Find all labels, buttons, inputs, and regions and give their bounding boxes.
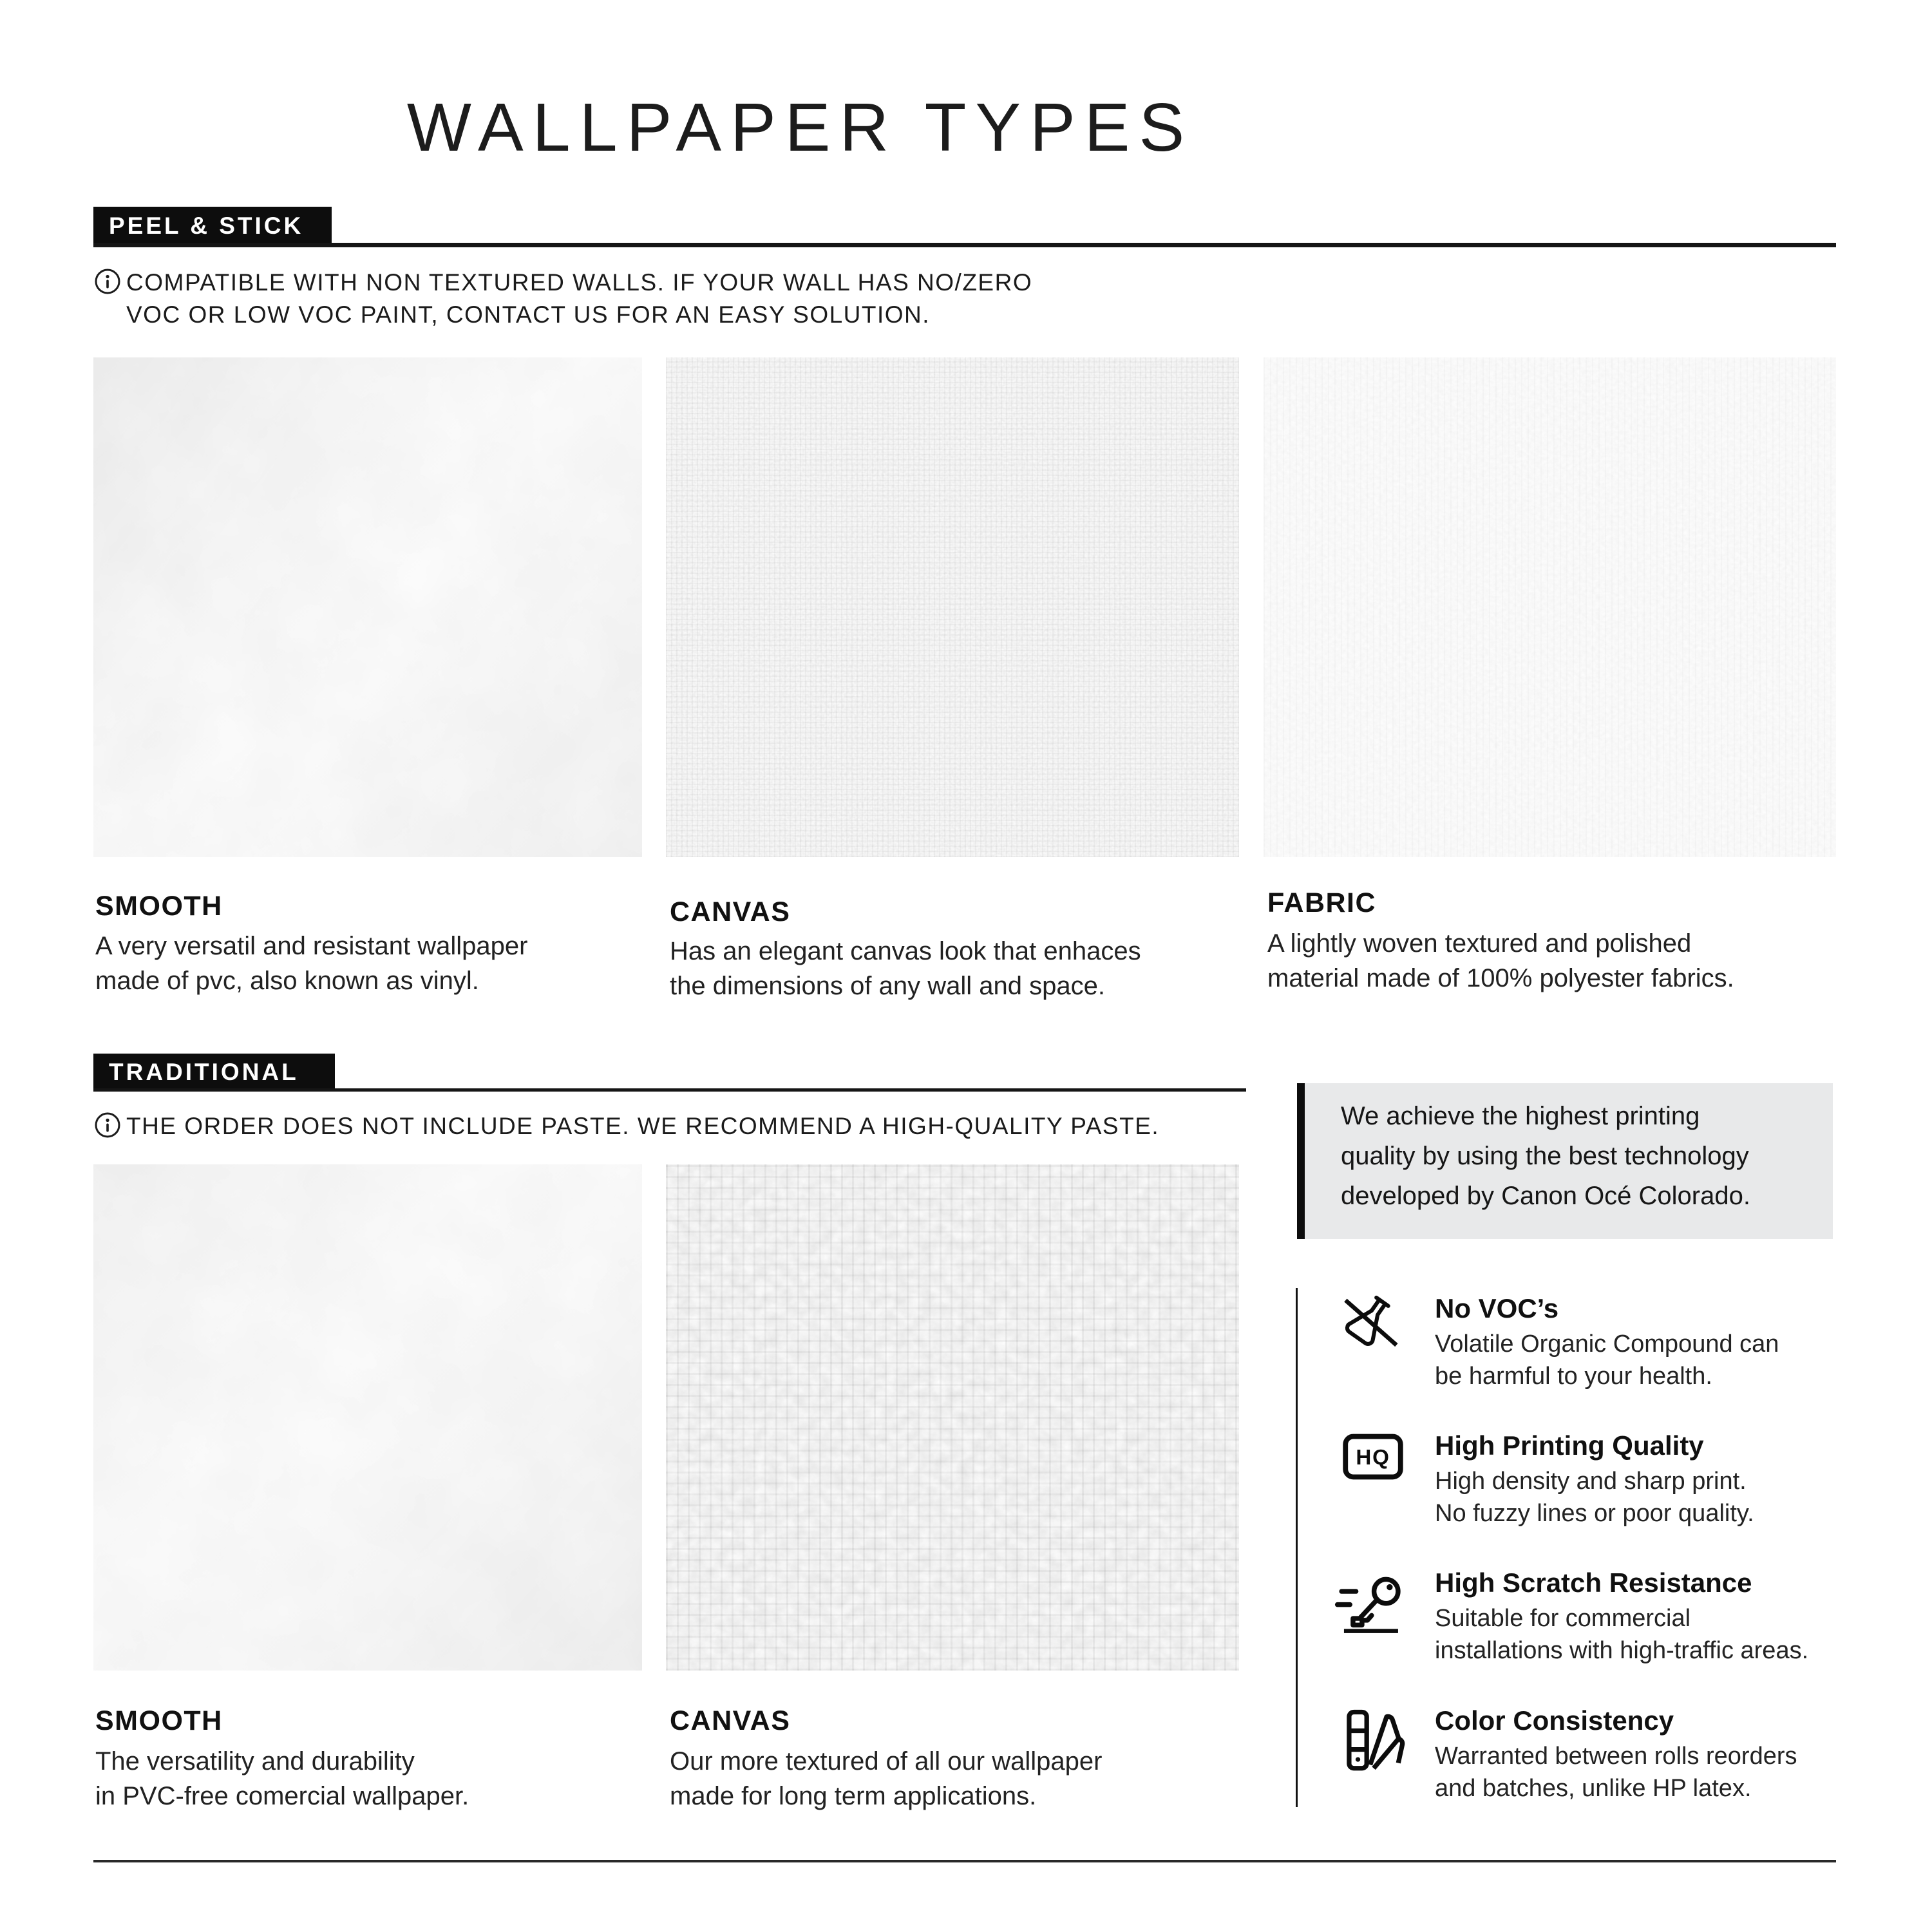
no-voc-flask-icon [1340, 1291, 1400, 1351]
item-desc-smooth-traditional: The versatility and durability in PVC-free comercial wallpaper. [95, 1747, 469, 1810]
item-desc-canvas-traditional: Our more textured of all our wallpaper made for long term applications. [670, 1747, 1103, 1810]
scratch-key-icon [1334, 1565, 1406, 1637]
section-label-traditional: TRADITIONAL [93, 1054, 335, 1090]
texture-swatch-fabric-peel [1264, 357, 1836, 857]
peel-stick-note-line1: COMPATIBLE WITH NON TEXTURED WALLS. IF YOUR WALL HAS NO/ZERO [126, 269, 1033, 296]
feature-title-high-printing-quality: High Printing Quality [1435, 1430, 1704, 1461]
svg-text:HQ: HQ [1356, 1446, 1390, 1470]
feature-title-no-voc: No VOC’s [1435, 1293, 1559, 1323]
section-label-peel-stick: PEEL & STICK [93, 207, 332, 245]
item-title-fabric-peel: FABRIC [1267, 887, 1377, 918]
features-divider-line [1296, 1288, 1298, 1807]
peel-stick-note-line2: VOC OR LOW VOC PAINT, CONTACT US FOR AN EASY SOLUTION. [126, 301, 931, 328]
quality-box-accent-bar [1297, 1083, 1305, 1239]
color-swatches-icon [1342, 1703, 1406, 1779]
item-desc-fabric-peel: A lightly woven textured and polished material made of 100% polyester fabrics. [1267, 929, 1734, 992]
feature-desc-high-printing-quality: High density and sharp print. No fuzzy lines or poor quality. [1435, 1468, 1754, 1527]
feature-title-high-scratch-resistance: High Scratch Resistance [1435, 1567, 1752, 1598]
item-desc-smooth-peel: A very versatil and resistant wallpaper made of pvc, also known as vinyl. [95, 932, 528, 995]
texture-swatch-canvas-traditional [666, 1164, 1239, 1671]
item-title-canvas-traditional: CANVAS [670, 1705, 791, 1736]
item-title-smooth-traditional: SMOOTH [95, 1705, 223, 1736]
item-title-canvas-peel: CANVAS [670, 896, 791, 927]
texture-swatch-canvas-peel [666, 357, 1239, 857]
item-title-smooth-peel: SMOOTH [95, 891, 223, 922]
section-rule-peel-stick [93, 243, 1836, 247]
info-icon [94, 268, 121, 295]
traditional-note: THE ORDER DOES NOT INCLUDE PASTE. WE RECOMMEND A HIGH-QUALITY PASTE. [126, 1113, 1160, 1139]
texture-swatch-smooth-peel [93, 357, 642, 857]
page-title: WALLPAPER TYPES [406, 90, 1194, 166]
hq-badge-icon [1342, 1430, 1404, 1484]
feature-title-color-consistency: Color Consistency [1435, 1705, 1674, 1736]
texture-swatch-smooth-traditional [93, 1164, 642, 1671]
feature-desc-no-voc: Volatile Organic Compound can be harmful to your health. [1435, 1331, 1779, 1390]
bottom-rule [93, 1860, 1836, 1862]
section-rule-traditional [93, 1088, 1246, 1092]
quality-box-text: We achieve the highest printing quality by using the best technology developed by Canon Océ Colorado. [1341, 1102, 1750, 1210]
info-icon [94, 1112, 121, 1139]
item-desc-canvas-peel: Has an elegant canvas look that enhaces the dimensions of any wall and space. [670, 937, 1141, 1000]
feature-desc-color-consistency: Warranted between rolls reorders and batches, unlike HP latex. [1435, 1743, 1797, 1802]
feature-desc-high-scratch-resistance: Suitable for commercial installations with high-traffic areas. [1435, 1605, 1809, 1664]
